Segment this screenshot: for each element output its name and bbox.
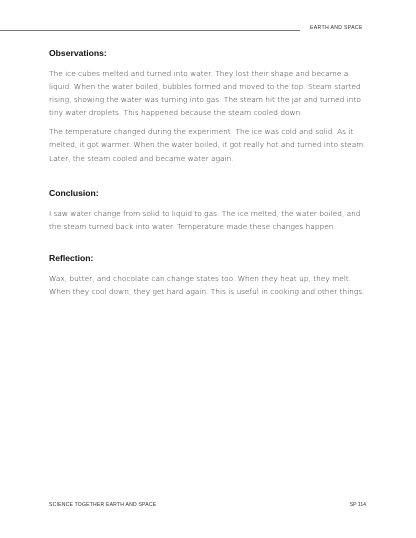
reflection-section (49, 253, 367, 298)
footer-book-title: SCIENCE TOGETHER EARTH AND SPACE (49, 502, 157, 508)
observations-section (49, 48, 367, 165)
conclusion-heading: Conclusion: (49, 187, 99, 198)
page-content (49, 48, 367, 298)
header-section-label: EARTH AND SPACE (310, 25, 363, 31)
observations-paragraph-2: The temperature changed during the experiment. The ice was cold and solid. As it melted, it got warmer. When the water boiled, it got really hot and turned into steam. Later, the steam cooled and became water again. (49, 127, 366, 163)
footer-page-number: SP 114 (349, 502, 366, 508)
observations-paragraph-1: The ice cubes melted and turned into water. They lost their shape and became a liquid. When the water boiled, bubbles formed and moved to the top. Steam started rising, showing the water was turning into gas. The steam hit the jar and turned into tiny water droplets. This happened because the steam cooled down. (49, 69, 361, 118)
reflection-paragraph: Wax, butter, and chocolate can change states too. When they heat up, they melt. When they cool down, they get hard again. This is useful in cooking and other things. (49, 273, 365, 296)
reflection-heading: Reflection: (49, 252, 94, 263)
observations-heading: Observations: (49, 48, 107, 58)
header-rule (0, 30, 300, 31)
conclusion-section (49, 188, 367, 233)
conclusion-paragraph: I saw water change from solid to liquid to gas. The ice melted, the water boiled, and the steam turned back into water. Temperature made these changes happen. (49, 208, 361, 231)
